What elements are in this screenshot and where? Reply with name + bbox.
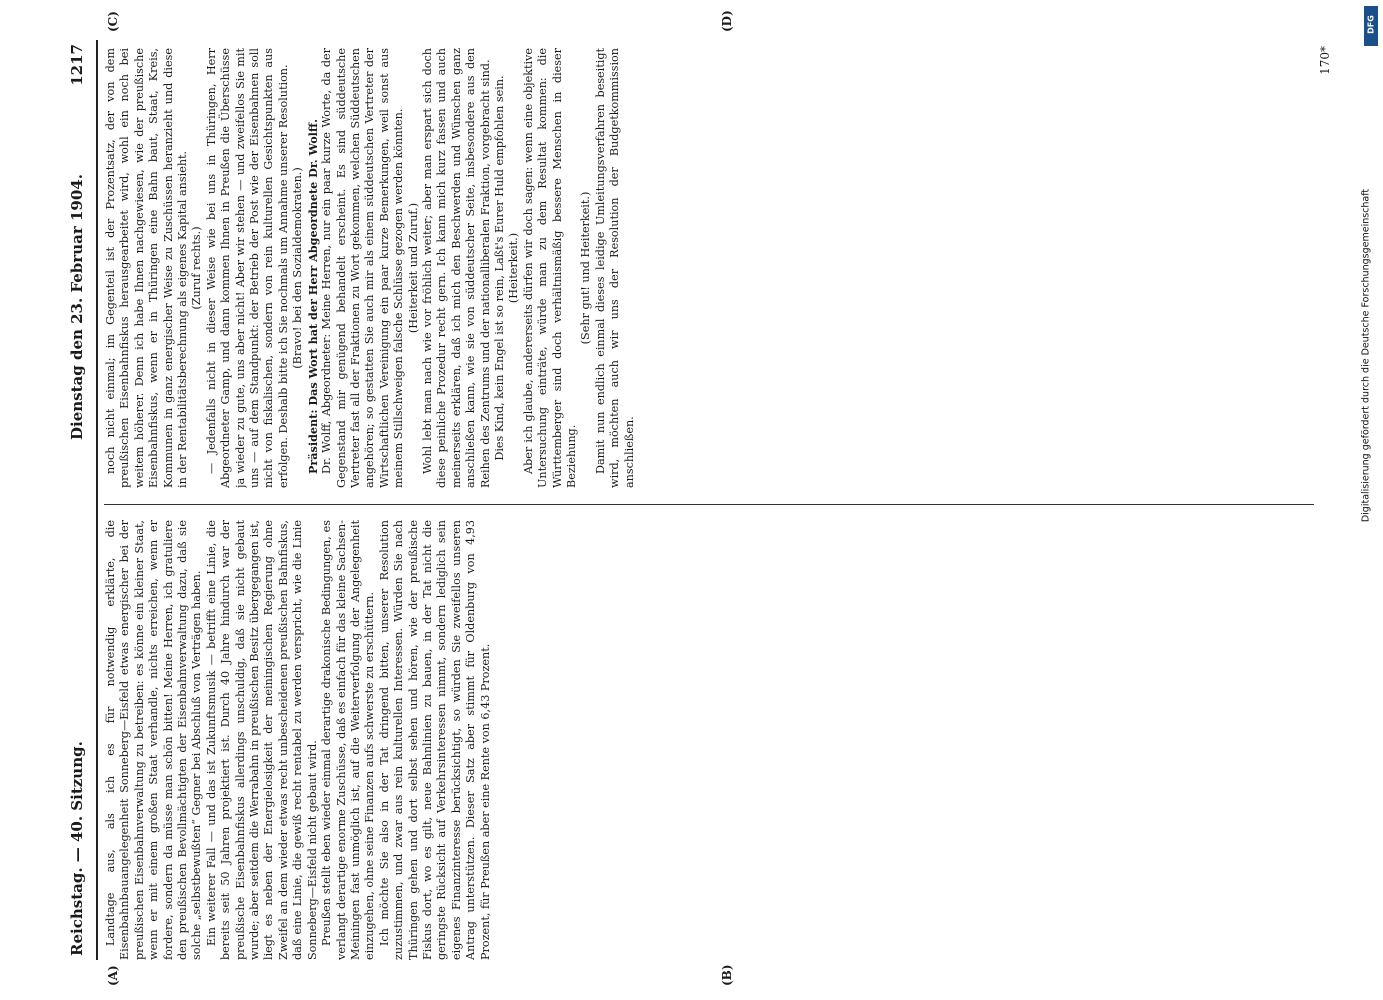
right-paragraph: Wohl lebt man nach wie vor fröhlich weiter; aber man erspart sich doch diese peinliche Prozedur recht gern. Ich kann mich kurz fassen und auch meinerseits erklären, daß ich mich den Beschwerden und Wünschen ganz anschließen kann, wie sie von süddeutscher Seite, insbesondere aus den Reihen des Zentrums und der nationalliberalen Fraktion, vorgebracht sind. (420, 48, 492, 488)
right-paragraph: — Jedenfalls nicht in dieser Weise wie bei uns in Thüringen, Herr Abgeordneter Gamp, und dann kommen Ihnen in Preußen die Überschüsse ja wieder zu gute, uns aber nicht! Aber wir stehen — und zweifellos Sie mit uns — auf dem Standpunkt: der Betrieb der Post wie der Eisenbahnen soll nicht von fiskalischen, sondern von rein kulturellen Gesichtspunkten aus erfolgen. Deshalb bitte ich Sie nochmals um Annahme unserer Resolution. (204, 48, 290, 488)
left-paragraph: Ich möchte Sie also in der Tat dringend bitten, unserer Resolution zuzustimmen, und zwar aus rein kulturellen Interessen. Würden Sie nach Thüringen gehen und dort selbst sehen und hören, wie der preußische Fiskus dort, wo es gilt, neue Bahnlinien zu bauen, in der Tat nicht die geringste Rücksicht auf Verkehrsinteressen nimmt, sondern lediglich sein eigenes Finanzinteresse berücksichtigt, so würden Sie zweifellos unseren Antrag unterstützen. Dieser Satz aber stimmt für Oldenburg von 4,93 Prozent, für Preußen aber eine Rente von 6,43 Prozent. (377, 520, 492, 960)
marker-d: (D) (720, 10, 734, 32)
left-paragraph: Ein weiterer Fall — und das ist Zukunftsmusik — betrifft eine Linie, die bereits seit 50 Jahren projektiert ist. Durch 40 Jahre hindurch war der preußische Eisenbahnfiskus allerdings unschuldig, daß sie nicht gebaut wurde; aber seitdem die Werrabahn in preußischen Besitz übergegangen ist, liegt es neben der Energielosigkeit der meiningischen Regierung ohne Zweifel an dem wieder etwas recht unbescheidenen preußischen Bahnfiskus, daß eine Linie, die gewiß recht rentabel zu werden verspricht, wie die Linie Sonneberg—Eisfeld nicht gebaut wird. (204, 520, 319, 960)
interjection: (Sehr gut! und Heiterkeit.) (579, 191, 593, 345)
right-paragraph: noch nicht einmal; im Gegenteil ist der Prozentsatz, der von dem preußischen Eisenbahnfiskus herausgearbeitet wird, wohl ein noch bei weitem höherer. Denn ich habe Ihnen nachgewiesen, wie der preußische Eisenbahnfiskus, wenn er in Thüringen eine Bahn baut, Staat, Kreis, Kommunen in ganz energischer Weise zu Zuschüssen heranzieht und diese in der Rentabilitätsberechnung als eigenes Kapital ansieht. (104, 48, 190, 488)
header-page-number: 1217 (68, 44, 86, 86)
left-paragraph: Landtage aus, als ich es für notwendig erklärte, die Eisenbahnbauangelegenheit Sonneberg—Eisfeld etwas energischer bei der preußischen Eisenbahnverwaltung zu betreiben: es könne ein kleiner Staat, wenn er mit einem großen Staat verhandle, nichts erreichen, wenn er fordere, sondern da müsse man schön bitten! Meine Herren, ich gratuliere den preußischen Bevollmächtigten der Eisenbahnverwaltung dazu, daß sie solche „selbstbewußten“ Gegner bei Abschluß von Verträgen haben. (104, 520, 204, 960)
column-separator (104, 504, 1314, 505)
footer-mark: 170* (1318, 46, 1332, 75)
right-paragraph: Damit nun endlich einmal dieses leidige Umleitungsverfahren beseitigt wird, möchten auch wir uns der Resolution der Budgetkommission anschließen. (593, 48, 636, 488)
interjection: (Zuruf rechts.) (190, 226, 204, 310)
interjection: (Heiterkeit.) (507, 232, 521, 304)
side-note (1356, 10, 1376, 710)
interjection: (Bravo! bei den Sozialdemokraten.) (291, 167, 305, 369)
speaker-line: Präsident: Das Wort hat der Herr Abgeordnete Dr. Wolff. (305, 119, 320, 474)
right-column (104, 48, 1320, 488)
rotated-page-content (60, 10, 1340, 986)
marker-c: (C) (106, 11, 120, 32)
header-left: Reichstag. — 40. Sitzung. (68, 741, 86, 956)
side-note-text: Digitalisierung gefördert durch die Deutsche Forschungsgemeinschaft (1360, 188, 1372, 523)
left-column (104, 520, 1320, 960)
right-paragraph: Aber ich glaube, andererseits dürfen wir doch sagen: wenn eine objektive Untersuchung einträte, würde man zu dem Resultat kommen: die Württemberger sind doch verhältnismäßig bessere Menschen in dieser Beziehung. (521, 48, 578, 488)
marker-b: (B) (720, 964, 734, 986)
header-right: Dienstag den 23. Februar 1904. (68, 174, 86, 440)
interjection: (Heiterkeit und Zuruf.) (406, 202, 420, 334)
verse: Dies Kind, kein Engel ist so rein, Laßt's Eurer Huld empfohlen sein. (492, 75, 506, 461)
marker-a: (A) (106, 965, 120, 986)
left-paragraph: Preußen stellt eben wieder einmal derartige drakonische Bedingungen, es verlangt derartige enorme Zuschüsse, daß es einfach für das kleine Sachsen-Meiningen fast unmöglich ist, auf die Weiterverfolgung der Angelegenheit einzugehen, ohne seine Finanzen aufs schwerste zu erschüttern. (320, 520, 377, 960)
dfg-logo-text: DFG (1366, 15, 1376, 34)
right-paragraph: Dr. Wolff, Abgeordneter: Meine Herren, nur ein paar kurze Worte, da der Gegenstand mir genügend behandelt erscheint. Es sind süddeutsche Vertreter fast all der Fraktionen zu Wort gekommen, welchen Süddeutschen angehören; so gestatten Sie auch mir als einem süddeutschen Vertreter der Wirtschaftlichen Vereinigung ein paar kurze Bemerkungen, weil sonst aus meinem Stillschweigen falsche Schlüsse gezogen werden könnten. (320, 48, 406, 488)
page-header (60, 40, 98, 960)
